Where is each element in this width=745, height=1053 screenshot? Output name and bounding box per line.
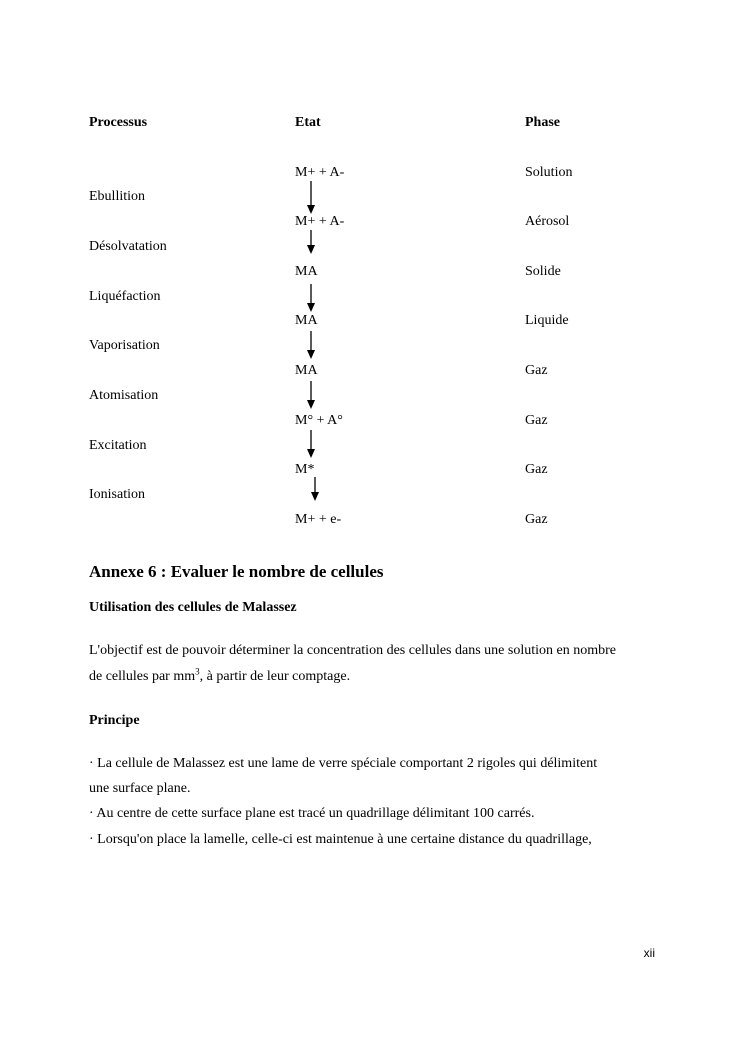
down-arrow-icon bbox=[306, 381, 316, 415]
bullet-line-3: · Au centre de cette surface plane est tracé un quadrillage délimitant 100 carrés. bbox=[89, 806, 535, 821]
phase-8: Gaz bbox=[525, 512, 548, 527]
objective-line-2 bbox=[89, 666, 351, 685]
principle-title: Principe bbox=[89, 713, 140, 728]
header-etat: Etat bbox=[295, 115, 321, 130]
etat-1: M+ + A- bbox=[295, 165, 345, 180]
process-atomisation: Atomisation bbox=[89, 388, 159, 403]
phase-4: Liquide bbox=[525, 313, 569, 328]
page-number: xii bbox=[643, 946, 655, 960]
down-arrow-icon bbox=[306, 331, 316, 365]
process-desolvatation: Désolvatation bbox=[89, 239, 167, 254]
objective-superscript: 3 bbox=[195, 666, 200, 677]
annex-title: Annexe 6 : Evaluer le nombre de cellules bbox=[89, 562, 384, 581]
etat-4: MA bbox=[295, 313, 318, 328]
down-arrow-icon bbox=[306, 181, 316, 215]
process-liquefaction: Liquéfaction bbox=[89, 289, 161, 304]
objective-line-2-b: , à partir de leur comptage. bbox=[199, 669, 351, 684]
etat-7: M* bbox=[295, 462, 315, 477]
process-vaporisation: Vaporisation bbox=[89, 338, 160, 353]
down-arrow-icon bbox=[306, 284, 316, 318]
phase-1: Solution bbox=[525, 165, 573, 180]
objective-line-2-a: de cellules par mm bbox=[89, 669, 196, 684]
header-processus: Processus bbox=[89, 115, 148, 130]
etat-8: M+ + e- bbox=[295, 512, 342, 527]
annex-subtitle: Utilisation des cellules de Malassez bbox=[89, 600, 297, 615]
process-ionisation: Ionisation bbox=[89, 487, 145, 502]
bullet-line-1: · La cellule de Malassez est une lame de verre spéciale comportant 2 rigoles qui délimitent bbox=[89, 756, 598, 771]
phase-2: Aérosol bbox=[525, 214, 570, 229]
etat-3: MA bbox=[295, 264, 318, 279]
process-ebullition: Ebullition bbox=[89, 189, 145, 204]
bullet-line-2: une surface plane. bbox=[89, 781, 191, 796]
down-arrow-icon bbox=[306, 230, 316, 264]
etat-2: M+ + A- bbox=[295, 214, 345, 229]
bullet-line-4: · Lorsqu'on place la lamelle, celle-ci est maintenue à une certaine distance du quadrillage, bbox=[89, 832, 592, 847]
down-arrow-icon bbox=[306, 430, 316, 464]
process-excitation: Excitation bbox=[89, 438, 147, 453]
header-phase: Phase bbox=[525, 115, 560, 130]
etat-6: M° + A° bbox=[295, 413, 343, 428]
phase-3: Solide bbox=[525, 264, 561, 279]
down-arrow-icon bbox=[310, 477, 320, 511]
objective-line-1: L'objectif est de pouvoir déterminer la concentration des cellules dans une solution en nombre bbox=[89, 643, 616, 658]
etat-5: MA bbox=[295, 363, 318, 378]
phase-5: Gaz bbox=[525, 363, 548, 378]
phase-6: Gaz bbox=[525, 413, 548, 428]
phase-7: Gaz bbox=[525, 462, 548, 477]
